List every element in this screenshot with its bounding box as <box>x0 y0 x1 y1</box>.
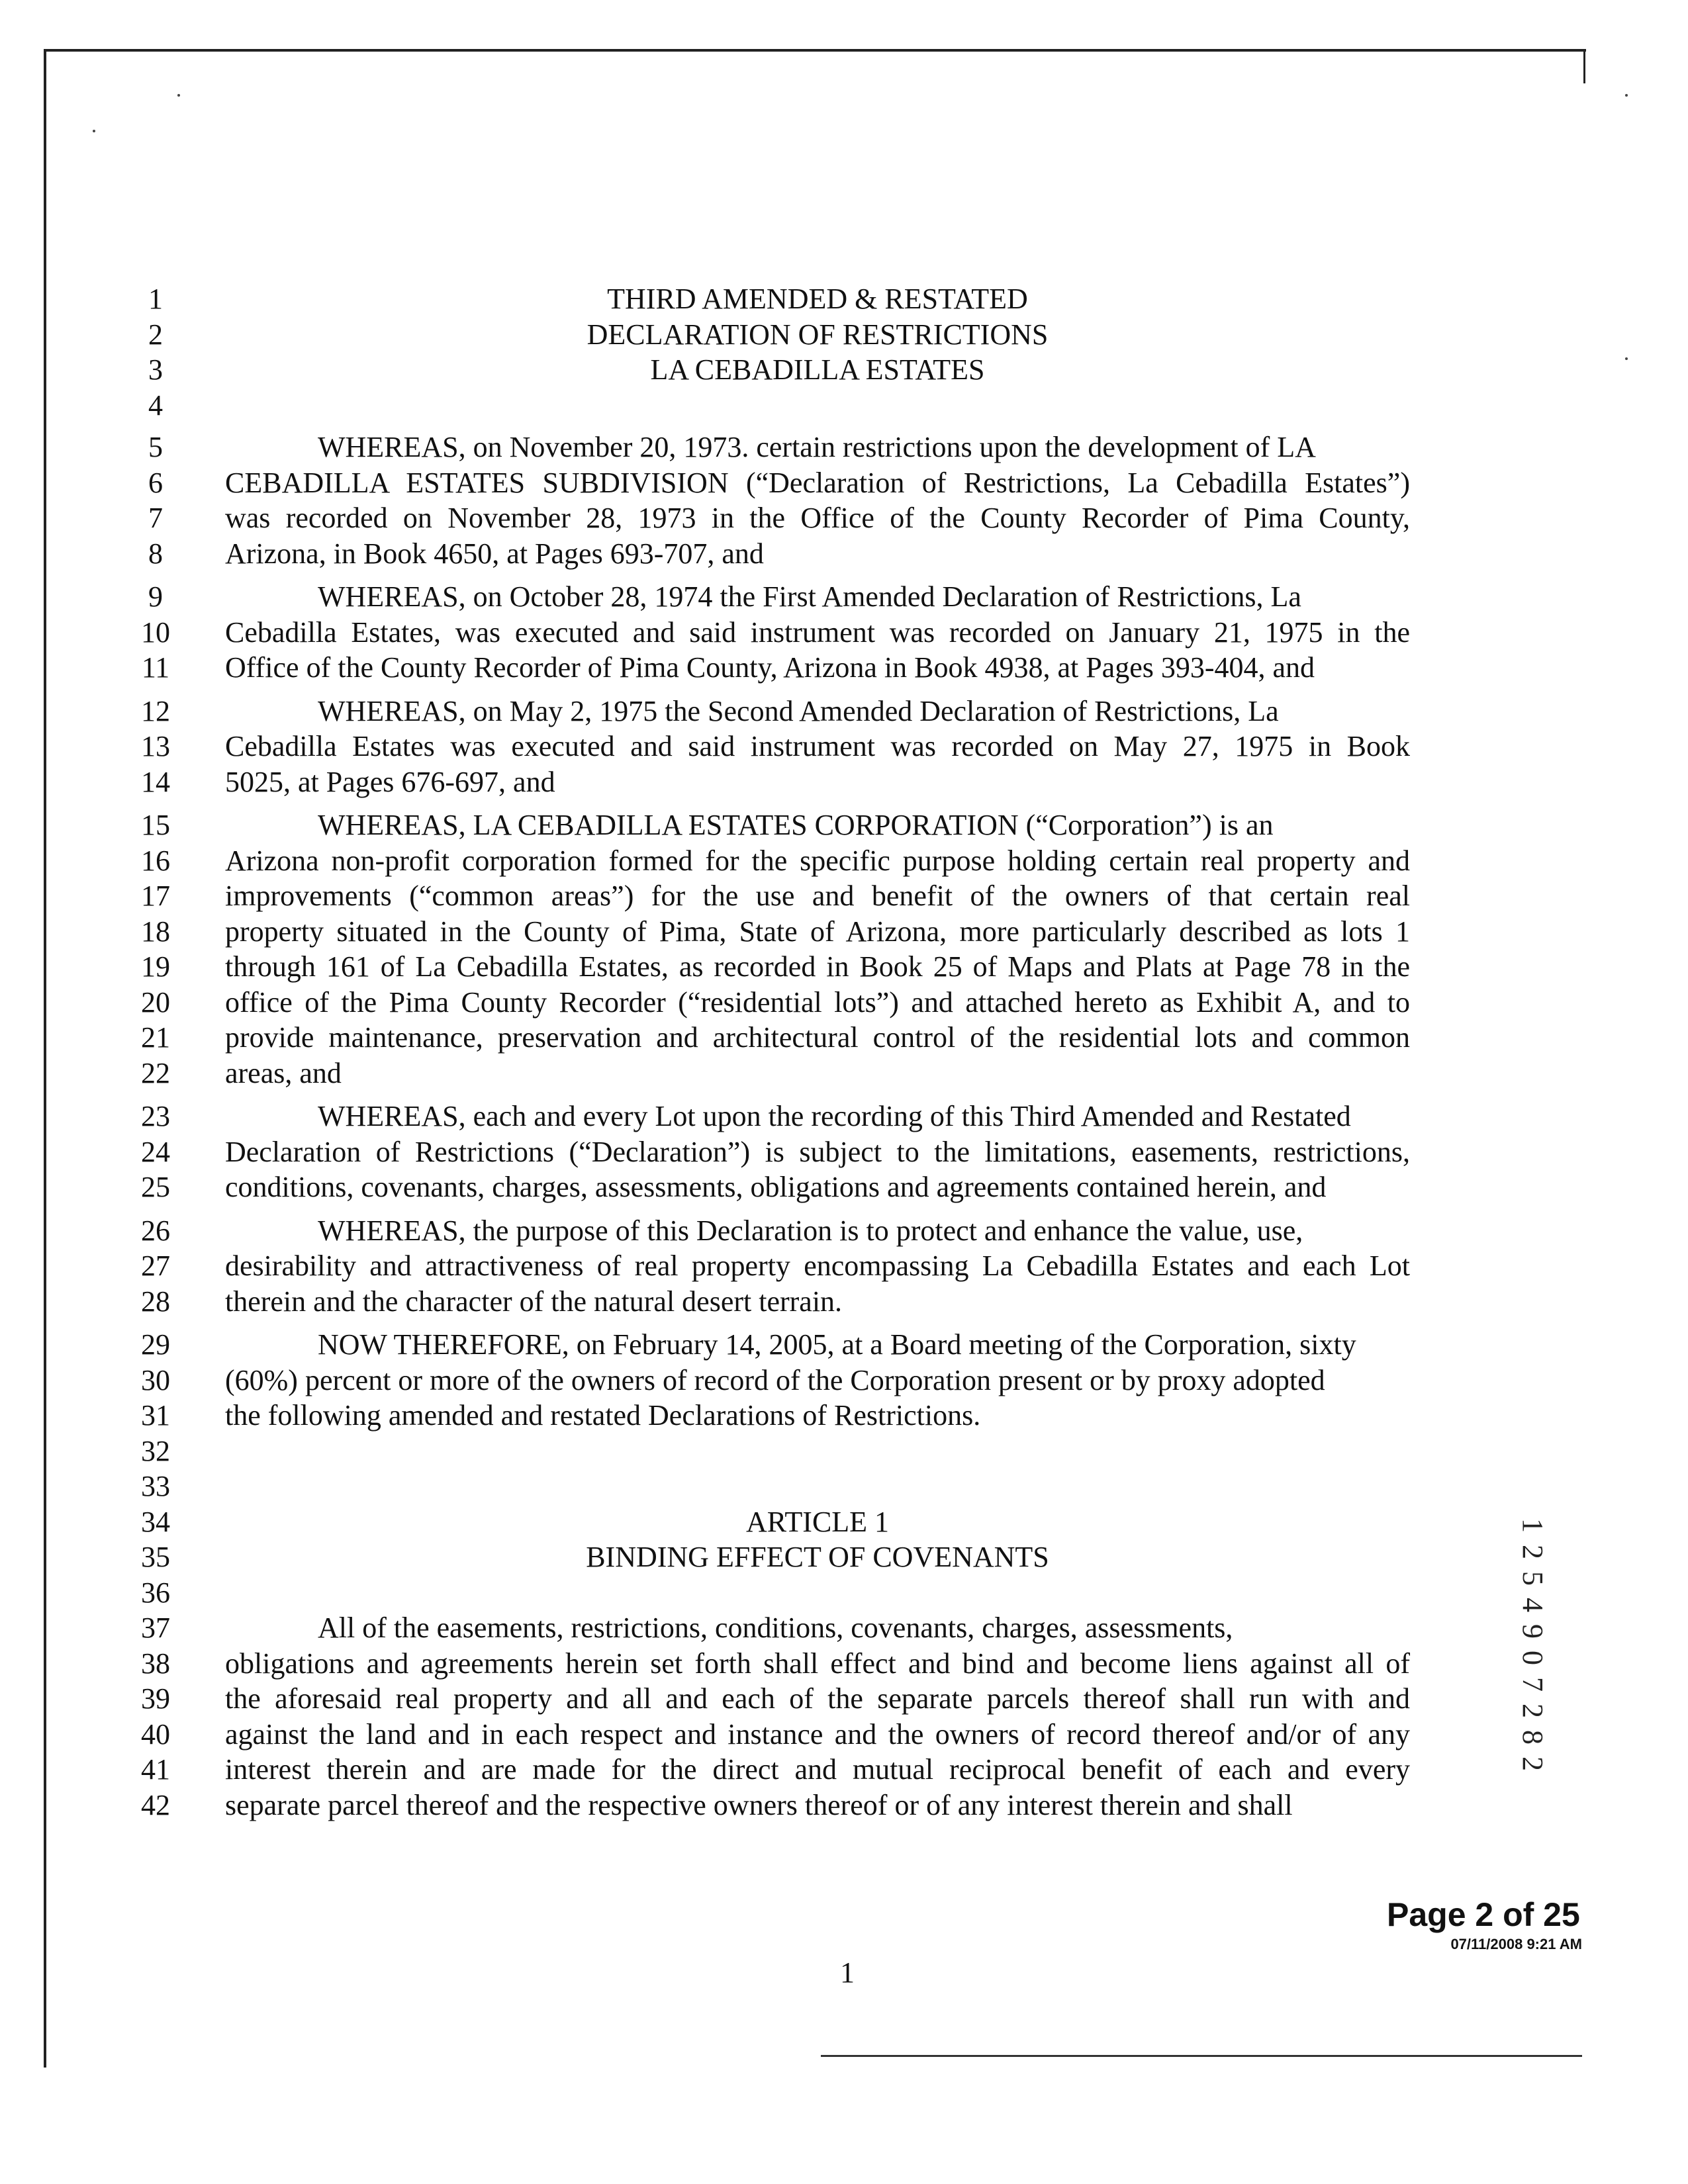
docket-digit: 7 <box>1517 1677 1549 1692</box>
heading-text: THIRD AMENDED & RESTATED <box>607 283 1028 315</box>
line-number: 5 <box>148 431 163 463</box>
line-text: against the land and in each respect and instance and the owners of record thereof and/or of any <box>225 1718 1410 1751</box>
document-line <box>0 914 1688 950</box>
document-line <box>0 430 1688 465</box>
document-line <box>0 1610 1688 1646</box>
line-number: 24 <box>141 1136 170 1168</box>
docket-digit: 5 <box>1517 1571 1549 1586</box>
line-text: WHEREAS, on May 2, 1975 the Second Amended Declaration of Restrictions, La <box>318 695 1279 727</box>
line-number: 6 <box>148 467 163 499</box>
line-number: 27 <box>141 1250 170 1282</box>
document-line <box>0 388 1688 424</box>
document-line <box>0 764 1688 800</box>
scan-border-right <box>1583 49 1585 83</box>
document-line <box>0 878 1688 914</box>
line-number: 17 <box>141 880 170 912</box>
line-text: 5025, at Pages 676-697, and <box>225 766 555 798</box>
document-line <box>0 1717 1688 1752</box>
document-line <box>0 1539 1688 1575</box>
document-line <box>0 1248 1688 1284</box>
heading-text: ARTICLE 1 <box>745 1506 890 1538</box>
line-text: therein and the character of the natural desert terrain. <box>225 1285 843 1318</box>
document-line <box>0 1169 1688 1205</box>
document-line <box>0 1134 1688 1170</box>
docket-number <box>1513 1512 1552 1777</box>
line-number: 34 <box>141 1506 170 1538</box>
document-line <box>0 650 1688 686</box>
line-number: 33 <box>141 1470 170 1502</box>
line-text: Cebadilla Estates, was executed and said instrument was recorded on January 21, 1975 in the <box>225 616 1410 649</box>
line-number: 13 <box>141 730 170 762</box>
document-line <box>0 579 1688 615</box>
document-line <box>0 1575 1688 1611</box>
line-number: 11 <box>141 651 170 684</box>
line-number: 12 <box>141 695 170 727</box>
line-number: 20 <box>141 986 170 1019</box>
line-text: office of the Pima County Recorder (“residential lots”) and attached hereto as Exhibit A, and to <box>225 986 1410 1019</box>
line-text: Cebadilla Estates was executed and said instrument was recorded on May 27, 1975 in Book <box>225 730 1410 762</box>
line-number: 21 <box>141 1021 170 1054</box>
line-text: WHEREAS, on October 28, 1974 the First Amended Declaration of Restrictions, La <box>318 580 1301 613</box>
line-number: 31 <box>141 1399 170 1432</box>
document-line <box>0 843 1688 879</box>
document-line <box>0 1681 1688 1717</box>
line-number: 14 <box>141 766 170 798</box>
document-line <box>0 1469 1688 1504</box>
document-line <box>0 1213 1688 1249</box>
document-line <box>0 615 1688 651</box>
line-number: 30 <box>141 1364 170 1396</box>
line-text: obligations and agreements herein set forth shall effect and bind and become liens against all of <box>225 1647 1410 1680</box>
document-line <box>0 1788 1688 1823</box>
line-text: Office of the County Recorder of Pima County, Arizona in Book 4938, at Pages 393-404, and <box>225 651 1315 684</box>
line-number: 39 <box>141 1682 170 1715</box>
line-text: was recorded on November 28, 1973 in the Office of the County Recorder of Pima County, <box>225 502 1410 534</box>
line-number: 25 <box>141 1171 170 1203</box>
document-line <box>0 1363 1688 1398</box>
document-line <box>0 694 1688 729</box>
line-text: CEBADILLA ESTATES SUBDIVISION (“Declaration of Restrictions, La Cebadilla Estates”) <box>225 467 1410 499</box>
line-text: conditions, covenants, charges, assessments, obligations and agreements contained herein, and <box>225 1171 1327 1203</box>
page-number: 1 <box>840 1956 855 1989</box>
line-number: 10 <box>141 616 170 649</box>
document-line <box>0 1284 1688 1320</box>
line-number: 42 <box>141 1789 170 1821</box>
heading-text: DECLARATION OF RESTRICTIONS <box>586 318 1049 351</box>
scan-speck <box>177 94 180 97</box>
line-text: (60%) percent or more of the owners of record of the Corporation present or by proxy adopted <box>225 1364 1325 1396</box>
page-stamp-label: Page 2 of 25 <box>1387 1896 1580 1933</box>
line-text: property situated in the County of Pima, State of Arizona, more particularly described as lots 1 <box>225 915 1410 948</box>
document-line <box>0 1504 1688 1540</box>
line-text: improvements (“common areas”) for the use and benefit of the owners of that certain real <box>225 880 1410 912</box>
line-number: 35 <box>141 1541 170 1573</box>
docket-digit: 8 <box>1517 1730 1549 1745</box>
document-line <box>0 1327 1688 1363</box>
line-number: 4 <box>148 389 163 422</box>
line-text: through 161 of La Cebadilla Estates, as recorded in Book 25 of Maps and Plats at Page 78 in the <box>225 950 1410 983</box>
document-line <box>0 317 1688 353</box>
document-line <box>0 1646 1688 1682</box>
docket-digit: 0 <box>1517 1651 1549 1665</box>
docket-digit: 2 <box>1517 1704 1549 1718</box>
line-number: 36 <box>141 1576 170 1609</box>
document-line <box>0 1398 1688 1433</box>
scan-speck <box>93 130 95 132</box>
line-number: 19 <box>141 950 170 983</box>
document-line <box>0 352 1688 388</box>
docket-digit: 1 <box>1517 1518 1549 1533</box>
line-text: the aforesaid real property and all and each of the separate parcels thereof shall run with and <box>225 1682 1410 1715</box>
document-line <box>0 465 1688 501</box>
line-number: 7 <box>148 502 163 534</box>
document-line <box>0 1020 1688 1056</box>
scan-border-top <box>44 49 1586 52</box>
line-number: 38 <box>141 1647 170 1680</box>
docket-digit: 2 <box>1517 1756 1549 1771</box>
line-text: areas, and <box>225 1057 342 1089</box>
document-line <box>0 536 1688 572</box>
scan-border-bottom <box>821 2055 1582 2057</box>
line-text: Arizona non-profit corporation formed for the specific purpose holding certain real property and <box>225 844 1410 877</box>
document-line <box>0 1433 1688 1469</box>
document-line <box>0 807 1688 843</box>
line-text: the following amended and restated Declarations of Restrictions. <box>225 1399 981 1432</box>
line-number: 18 <box>141 915 170 948</box>
line-number: 22 <box>141 1057 170 1089</box>
line-text: Arizona, in Book 4650, at Pages 693-707, and <box>225 537 764 570</box>
heading-text: LA CEBADILLA ESTATES <box>650 353 985 386</box>
line-text: separate parcel thereof and the respective owners thereof or of any interest therein and shall <box>225 1789 1293 1821</box>
document-line <box>0 1752 1688 1788</box>
page-stamp-datetime: 07/11/2008 9:21 AM <box>1450 1936 1582 1952</box>
line-number: 26 <box>141 1214 170 1247</box>
line-number: 15 <box>141 809 170 841</box>
line-number: 3 <box>148 353 163 386</box>
line-text: NOW THEREFORE, on February 14, 2005, at a Board meeting of the Corporation, sixty <box>318 1328 1356 1361</box>
line-number: 2 <box>148 318 163 351</box>
document-line <box>0 500 1688 536</box>
document-line <box>0 949 1688 985</box>
line-number: 16 <box>141 844 170 877</box>
line-number: 29 <box>141 1328 170 1361</box>
document-line <box>0 281 1688 317</box>
line-text: WHEREAS, LA CEBADILLA ESTATES CORPORATION (“Corporation”) is an <box>318 809 1274 841</box>
docket-digit: 9 <box>1517 1624 1549 1639</box>
line-text: provide maintenance, preservation and architectural control of the residential lots and common <box>225 1021 1410 1054</box>
line-text: desirability and attractiveness of real property encompassing La Cebadilla Estates and each Lot <box>225 1250 1410 1282</box>
line-number: 23 <box>141 1100 170 1132</box>
line-number: 41 <box>141 1753 170 1786</box>
line-number: 8 <box>148 537 163 570</box>
line-text: WHEREAS, on November 20, 1973. certain restrictions upon the development of LA <box>318 431 1316 463</box>
line-text: WHEREAS, each and every Lot upon the recording of this Third Amended and Restated <box>318 1100 1351 1132</box>
document-line <box>0 985 1688 1021</box>
line-number: 37 <box>141 1612 170 1644</box>
line-text: All of the easements, restrictions, conditions, covenants, charges, assessments, <box>318 1612 1233 1644</box>
line-number: 9 <box>148 580 163 613</box>
line-text: WHEREAS, the purpose of this Declaration is to protect and enhance the value, use, <box>318 1214 1303 1247</box>
document-line <box>0 1056 1688 1091</box>
docket-digit: 4 <box>1517 1598 1549 1612</box>
line-number: 28 <box>141 1285 170 1318</box>
line-number: 40 <box>141 1718 170 1751</box>
scan-speck <box>1625 94 1628 97</box>
line-text: Declaration of Restrictions (“Declaration”) is subject to the limitations, easements, restrictions, <box>225 1136 1410 1168</box>
document-line <box>0 1099 1688 1134</box>
line-number: 1 <box>148 283 163 315</box>
document-line <box>0 729 1688 764</box>
line-number: 32 <box>141 1435 170 1467</box>
docket-digit: 2 <box>1517 1545 1549 1559</box>
heading-text: BINDING EFFECT OF COVENANTS <box>586 1541 1049 1573</box>
line-text: interest therein and are made for the direct and mutual reciprocal benefit of each and every <box>225 1753 1410 1786</box>
